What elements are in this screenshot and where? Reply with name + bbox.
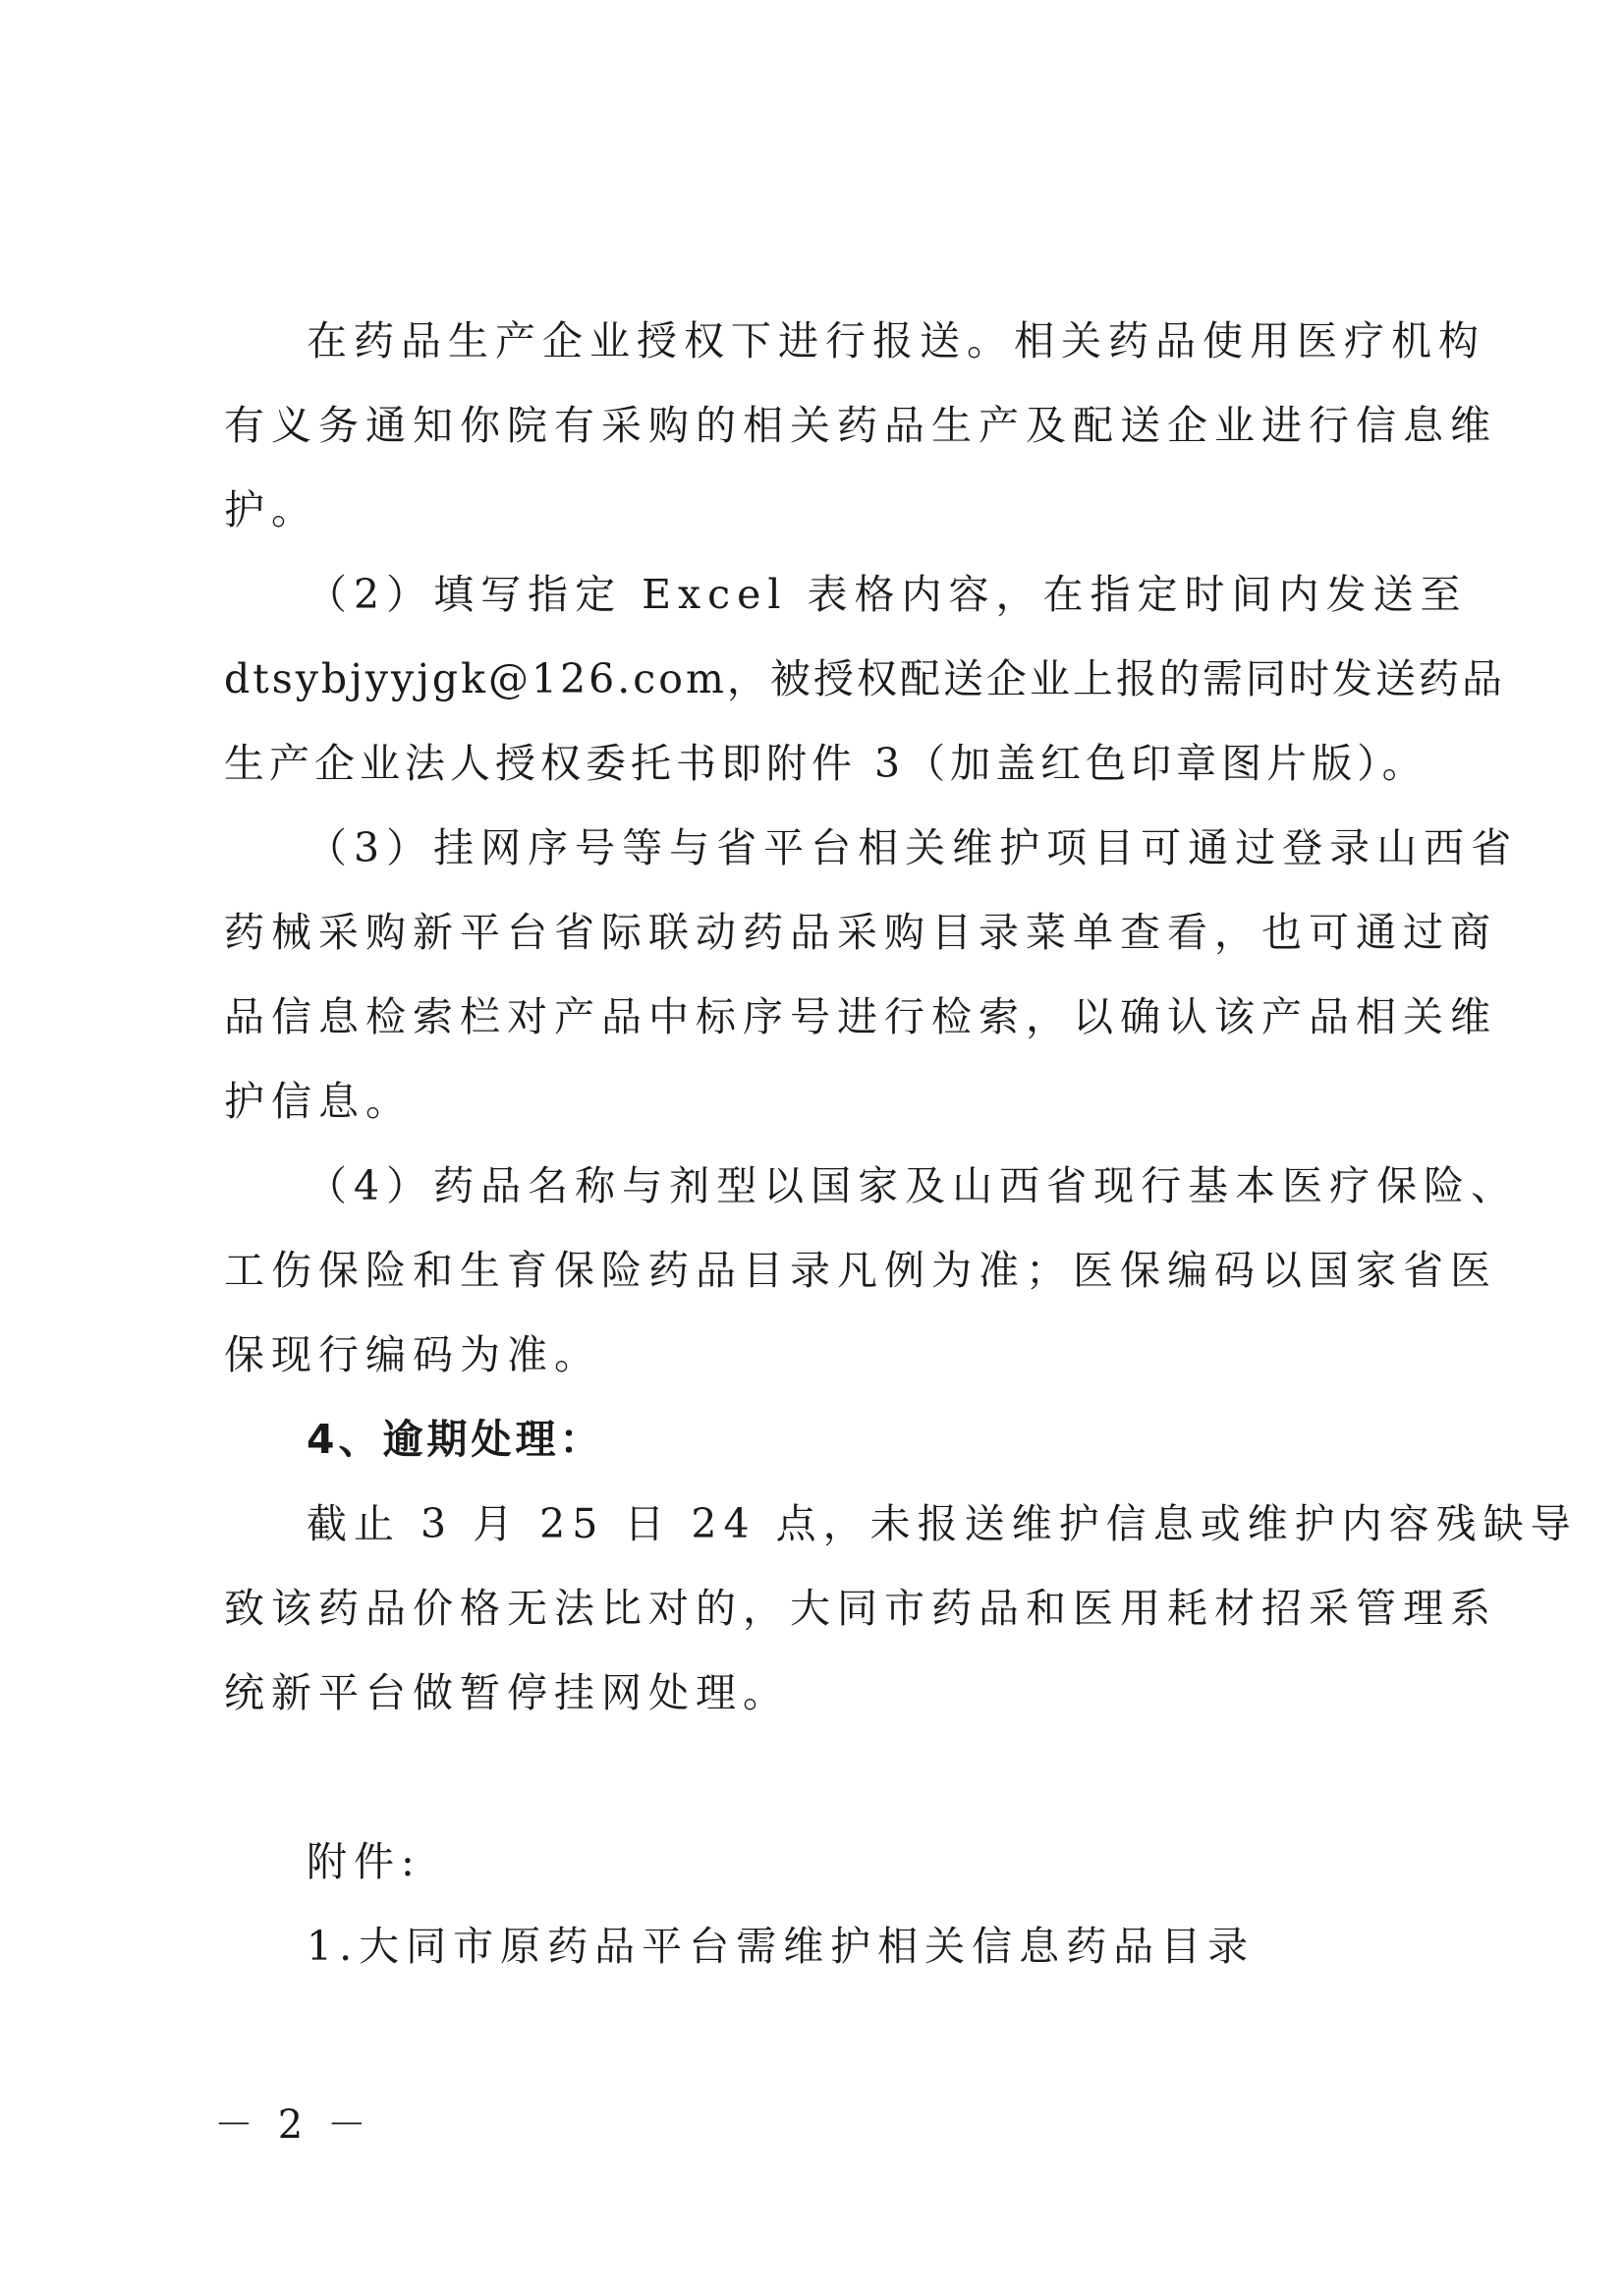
paragraph-2-line-3: 生产企业法人授权委托书即附件 3（加盖红色印章图片版）。 (224, 740, 1427, 787)
paragraph-4-line-3: 保现行编码为准。 (224, 1331, 601, 1378)
page-number: － 2 － (214, 2102, 372, 2148)
paragraph-2-line-2: dtsybjyyjgk@126.com，被授权配送企业上报的需同时发送药品 (224, 655, 1505, 702)
section-heading-overdue: 4、逾期处理： (307, 1416, 604, 1463)
paragraph-5-line-2: 致该药品价格无法比对的，大同市药品和医用耗材招采管理系 (224, 1585, 1497, 1632)
paragraph-3-line-3: 品信息检索栏对产品中标序号进行检索，以确认该产品相关维 (224, 993, 1497, 1040)
paragraph-3-line-2: 药械采购新平台省际联动药品采购目录菜单查看，也可通过商 (224, 909, 1497, 956)
paragraph-4-line-2: 工伤保险和生育保险药品目录凡例为准；医保编码以国家省医 (224, 1247, 1497, 1294)
attachment-label: 附件: (307, 1838, 421, 1885)
paragraph-5-line-3: 统新平台做暂停挂网处理。 (224, 1669, 790, 1716)
paragraph-2-line-1: （2）填写指定 Excel 表格内容，在指定时间内发送至 (307, 571, 1468, 618)
paragraph-3-line-4: 护信息。 (224, 1078, 413, 1125)
paragraph-4-line-1: （4）药品名称与剂型以国家及山西省现行基本医疗保险、 (307, 1162, 1519, 1209)
paragraph-3-line-1: （3）挂网序号等与省平台相关维护项目可通过登录山西省 (307, 824, 1519, 871)
paragraph-1-line-2: 有义务通知你院有采购的相关药品生产及配送企业进行信息维 (224, 402, 1497, 449)
attachment-item-1: 1.大同市原药品平台需维护相关信息药品目录 (307, 1923, 1256, 1970)
paragraph-1-line-1: 在药品生产企业授权下进行报送。相关药品使用医疗机构 (307, 317, 1485, 364)
paragraph-1-line-3: 护。 (224, 486, 318, 533)
paragraph-5-line-1: 截止 3 月 25 日 24 点，未报送维护信息或维护内容残缺导 (307, 1500, 1578, 1547)
